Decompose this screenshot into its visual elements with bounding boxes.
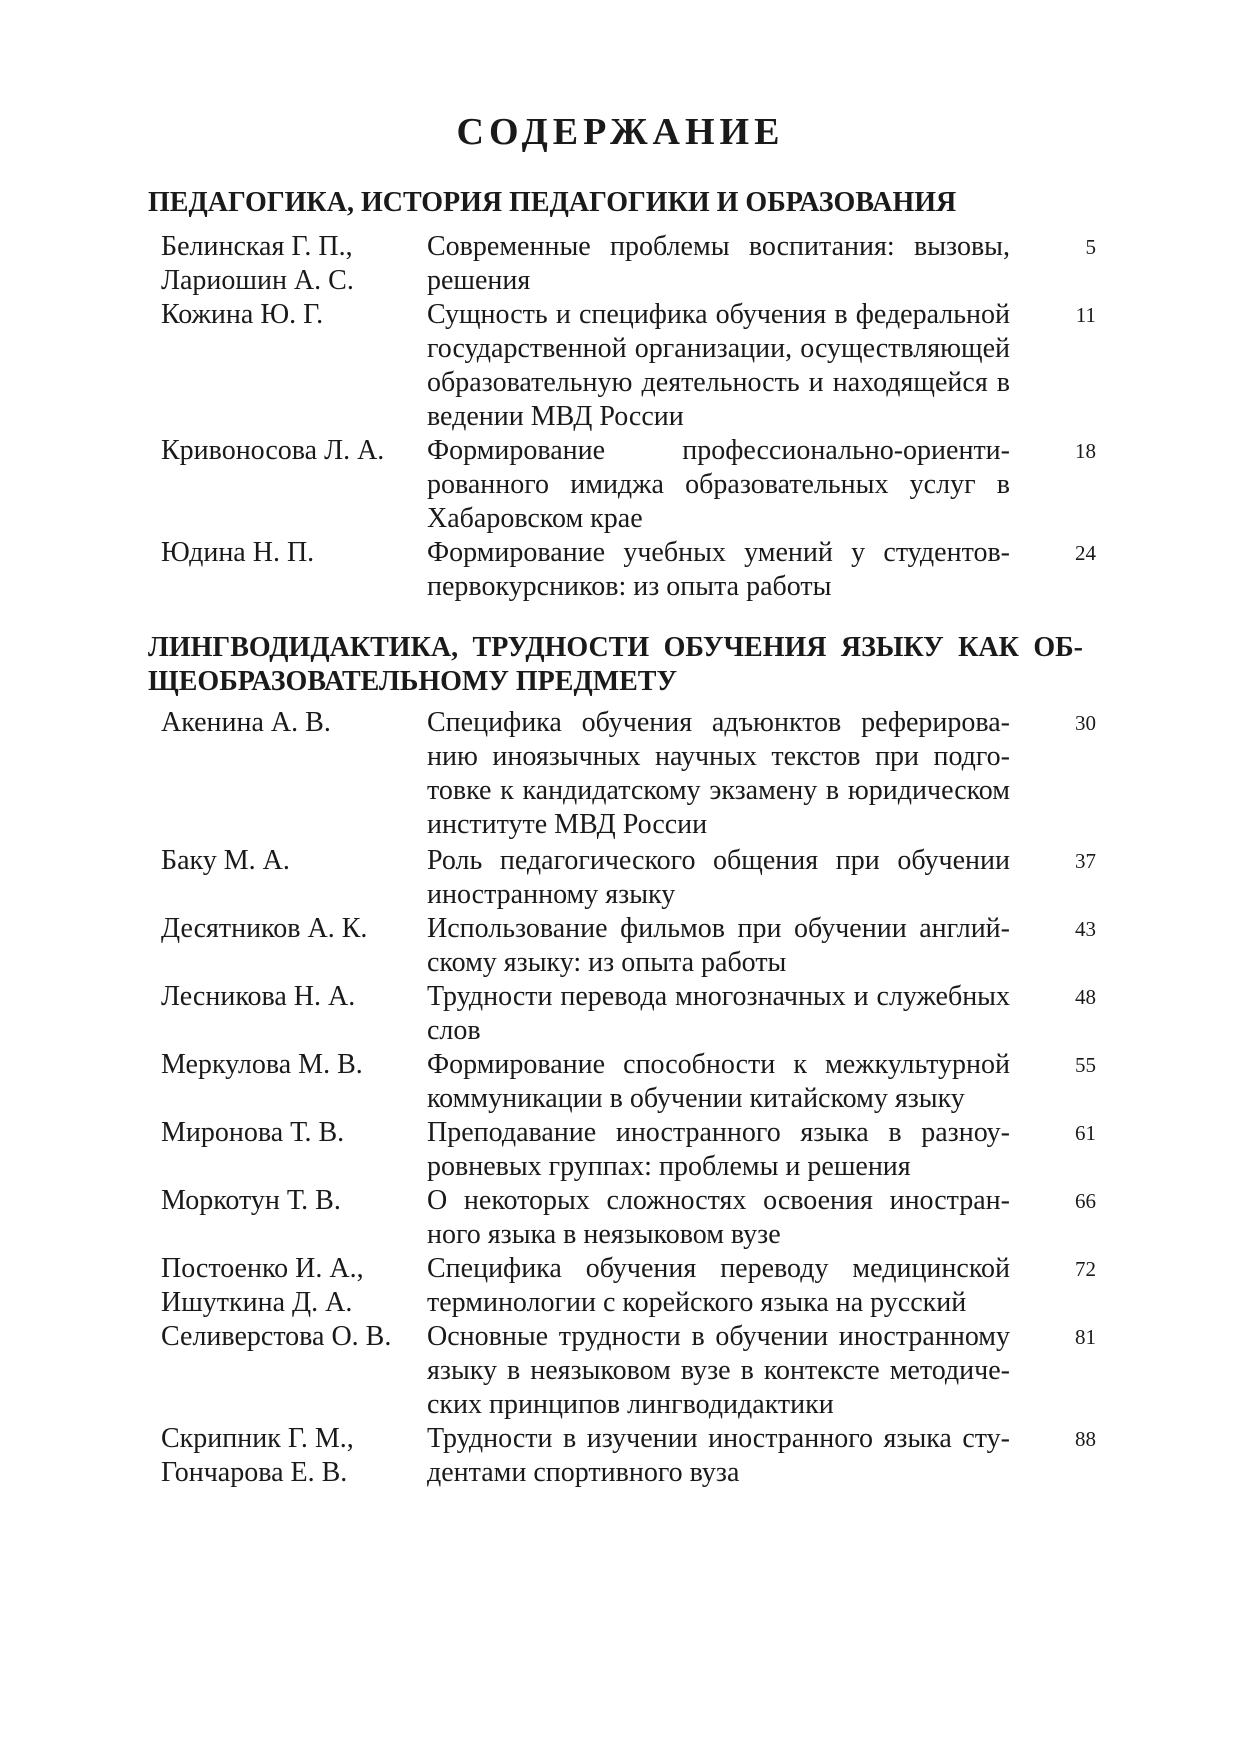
toc-entry[interactable]	[0, 912, 1241, 980]
toc-section-pedagogy	[0, 230, 1241, 604]
entry-author: Миронова Т. В.	[161, 1117, 345, 1148]
toc-entry[interactable]	[0, 706, 1241, 842]
entry-author: Селиверстова О. В.	[161, 1321, 392, 1352]
section-heading-linguodidactics: ЛИНГВОДИДАКТИКА, ТРУДНОСТИ ОБУЧЕНИЯ ЯЗЫКУ КАК ОБЩЕОБРАЗОВАТЕЛЬНОМУ ПРЕДМЕТУ	[148, 632, 1083, 697]
entry-title: Современные проблемы воспитания: вызовы, решения	[427, 231, 1010, 296]
entry-author: Юдина Н. П.	[161, 537, 315, 568]
toc-entry[interactable]	[0, 434, 1241, 536]
section-heading-pedagogy: ПЕДАГОГИКА, ИСТОРИЯ ПЕДАГОГИКИ И ОБРАЗОВАНИЯ	[148, 187, 957, 218]
entry-author: Постоенко И. А., Ишуткина Д. А.	[161, 1253, 364, 1318]
entry-page-number: 81	[1075, 1325, 1096, 1349]
entry-page-number: 24	[1075, 541, 1096, 565]
entry-page-number: 72	[1075, 1257, 1096, 1281]
entry-title: Формирование учебных умений у студентов-первокурсников: из опыта работы	[427, 537, 1010, 602]
entry-title: Сущность и специфика обучения в федеральной государственной организации, осуществляющей образовательную деятельность и находящейся в ведении МВД России	[427, 299, 1010, 432]
entry-page-number: 48	[1075, 985, 1096, 1009]
toc-entry[interactable]	[0, 1422, 1241, 1490]
entry-author: Кривоносова Л. А.	[161, 435, 385, 466]
entry-page-number: 18	[1075, 439, 1096, 463]
toc-entry[interactable]	[0, 230, 1241, 296]
entry-page-number: 55	[1075, 1053, 1096, 1077]
entry-author: Лесникова Н. А.	[161, 981, 356, 1012]
toc-entry[interactable]	[0, 1252, 1241, 1320]
entry-title: Использование фильмов при обучении английскому языку: из опыта работы	[427, 913, 1010, 978]
entry-author: Баку М. А.	[161, 845, 290, 876]
entry-title: Основные трудности в обучении иностранному языку в неязыковом вузе в контексте методических принципов лингводидактики	[427, 1321, 1010, 1420]
page-title: СОДЕРЖАНИЕ	[456, 111, 785, 153]
entry-page-number: 66	[1075, 1189, 1096, 1213]
entry-title: Специфика обучения адъюнктов реферированию иноязычных научных текстов при подготовке к кандидатскому экзамену в юридическом институте МВД России	[427, 707, 1010, 840]
entry-author: Меркулова М. В.	[161, 1049, 363, 1080]
toc-section-linguodidactics	[0, 706, 1241, 1490]
entry-author: Моркотун Т. В.	[161, 1185, 341, 1216]
entry-page-number: 30	[1075, 711, 1096, 735]
entry-page-number: 43	[1075, 917, 1096, 941]
entry-page-number: 37	[1075, 849, 1096, 873]
entry-page-number: 5	[1085, 235, 1096, 259]
toc-entry[interactable]	[0, 1116, 1241, 1184]
entry-title: Формирование профессионально-ориентированного имиджа образовательных услуг в Хабаровском крае	[427, 435, 1010, 534]
toc-entry[interactable]	[0, 844, 1241, 912]
toc-entry[interactable]	[0, 298, 1241, 434]
toc-entry[interactable]	[0, 1320, 1241, 1422]
entry-author: Акенина А. В.	[161, 707, 331, 738]
toc-entry[interactable]	[0, 1184, 1241, 1252]
entry-page-number: 88	[1075, 1427, 1096, 1451]
toc-entry[interactable]	[0, 536, 1241, 604]
entry-title: Трудности в изучении иностранного языка студентами спортивного вуза	[427, 1423, 1010, 1488]
toc-entry[interactable]	[0, 980, 1241, 1048]
entry-author: Десятников А. К.	[161, 913, 368, 944]
toc-entry[interactable]	[0, 1048, 1241, 1116]
entry-page-number: 11	[1075, 303, 1096, 327]
entry-author: Кожина Ю. Г.	[161, 299, 324, 330]
entry-author: Скрипник Г. М., Гончарова Е. В.	[161, 1423, 354, 1488]
entry-title: О некоторых сложностях освоения иностранного языка в неязыковом вузе	[427, 1185, 1010, 1250]
entry-title: Преподавание иностранного языка в разноуровневых группах: проблемы и решения	[427, 1117, 1010, 1182]
entry-title: Формирование способности к межкультурной коммуникации в обучении китайскому языку	[427, 1049, 1010, 1114]
entry-page-number: 61	[1075, 1121, 1096, 1145]
entry-title: Роль педагогического общения при обучении иностранному языку	[427, 845, 1010, 910]
entry-author: Белинская Г. П., Лариошин А. С.	[161, 231, 354, 296]
entry-title: Специфика обучения переводу медицинской терминологии с корейского языка на русский	[427, 1253, 1010, 1318]
entry-title: Трудности перевода многозначных и служебных слов	[427, 981, 1010, 1046]
